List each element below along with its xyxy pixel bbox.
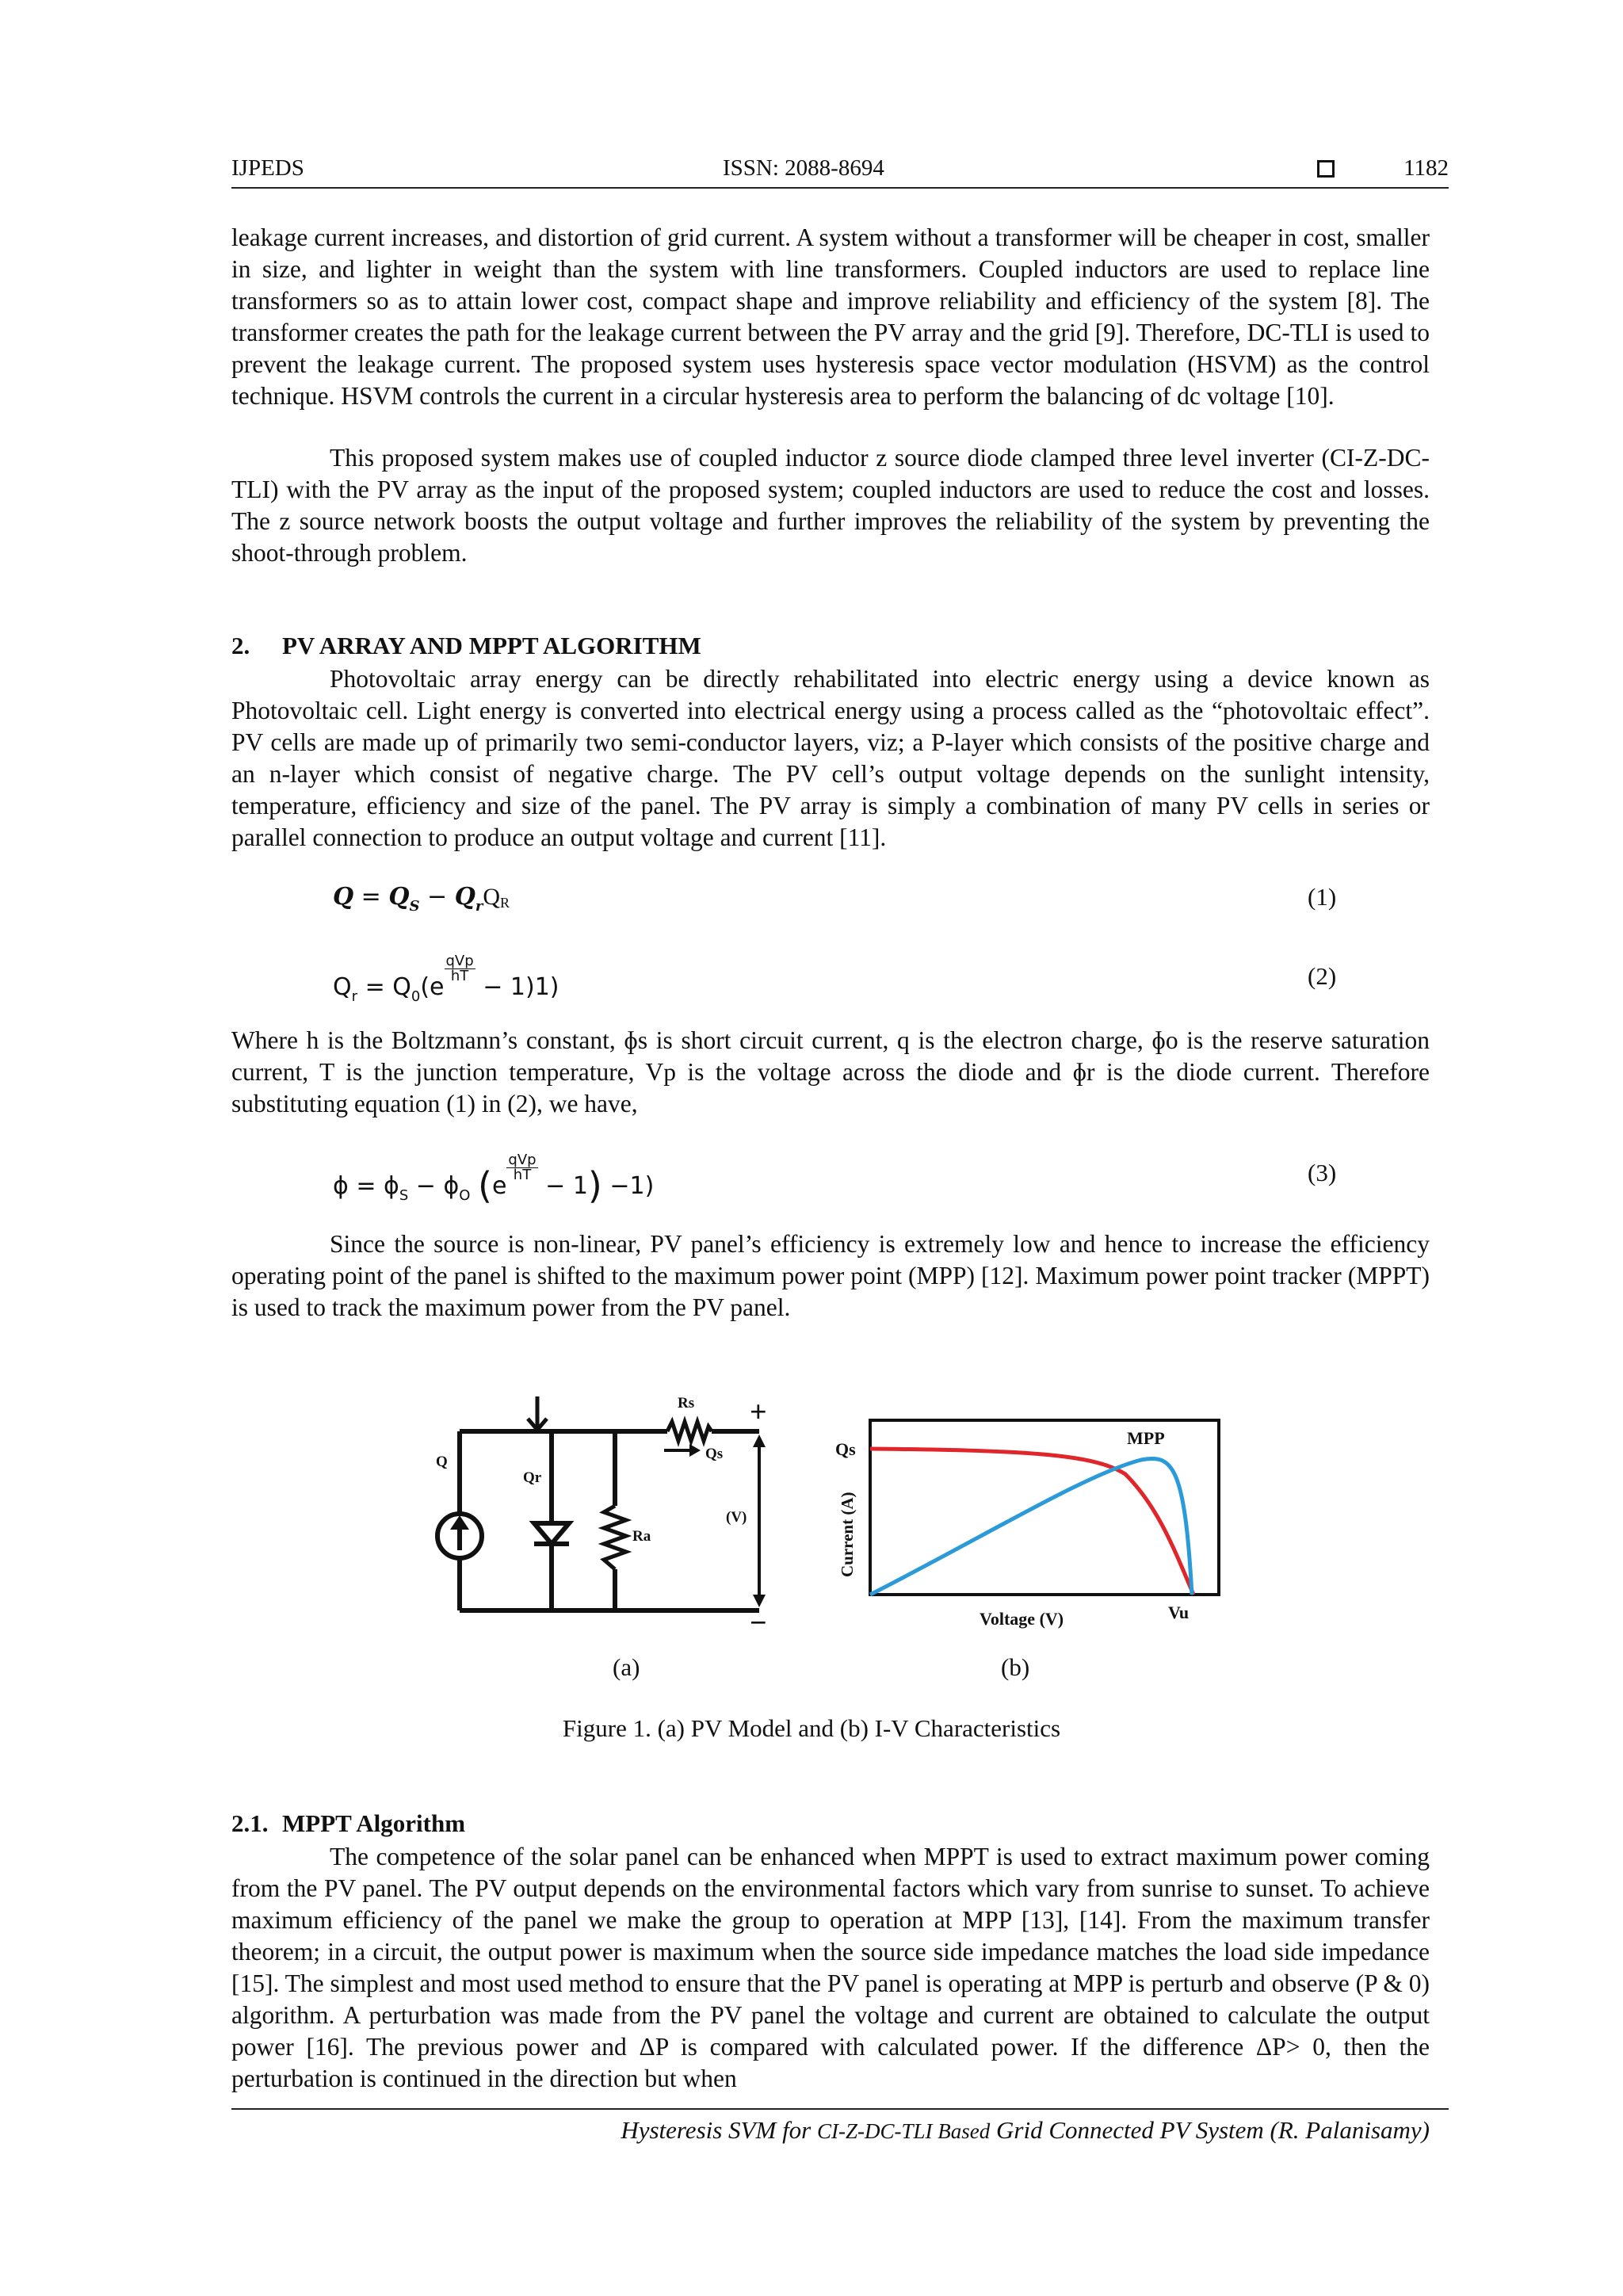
- subfigure-b-label: (b): [1001, 1653, 1030, 1681]
- section2-paragraph-2: Where h is the Boltzmann’s constant, ɸs is short circuit current, q is the electron charge, ɸo is the reserve saturation current, T is the junction temperature, Vp is the voltage across the diode and ɸr is the diode current. Therefore substituting equation (1) in (2), we have,: [231, 1026, 1430, 1117]
- minus-sign: −: [750, 1606, 767, 1640]
- running-header: [231, 155, 1449, 187]
- figure-caption: Figure 1. (a) PV Model and (b) I-V Characteristics: [562, 1714, 1061, 1742]
- label-mpp: MPP: [1127, 1428, 1165, 1448]
- intro-paragraph-2: This proposed system makes use of coupled inductor z source diode clamped three level inverter (CI-Z-DC-TLI) with the PV array as the input of the proposed system; coupled inductors are used to reduce the cost and losses. The z source network boosts the output voltage and further improves the reliability of the system by preventing the shoot-through problem.: [231, 444, 1430, 567]
- page-number: 1182: [1403, 155, 1449, 181]
- diode-icon: [534, 1523, 569, 1544]
- pv-curve: [870, 1458, 1192, 1595]
- section21-paragraph-1: The competence of the solar panel can be enhanced when MPPT is used to extract maximum power coming from the PV panel. The PV output depends on the environmental factors which vary from sunrise to sunset. To achieve maximum efficiency of the panel we make the group to operation at MPP [13], [14]. From the maximum transfer theorem; in a circuit, the output power is maximum when the source side impedance matches the load side impedance [15]. The simplest and most used method to ensure that the PV panel is operating at MPP is perturb and observe (P & 0) algorithm. A perturbation was made from the PV panel the voltage and current are obtained to calculate the output power [16]. The previous power and ΔP is compared with calculated power. If the difference ΔP> 0, then the perturbation is continued in the direction but when: [231, 1843, 1430, 2092]
- exponent-fraction: $\frac{\text{qVp}}{hT}$: [445, 953, 474, 984]
- current-source-arrow-icon: [450, 1515, 469, 1550]
- checkbox-square-icon: [1317, 160, 1335, 178]
- section2-paragraph-1: Photovoltaic array energy can be directly rehabilitated into electric energy using a device known as Photovoltaic cell. Light energy is converted into electrical energy using a process called as the “photovoltaic effect”. PV cells are made up of primarily two semi-conductor layers, viz; a P-layer which consists of the positive charge and an n-layer which consist of negative charge. The PV cell’s output voltage depends on the sunlight intensity, temperature, efficiency and size of the panel. The PV array is simply a combination of many PV cells in series or parallel connection to produce an output voltage and current [11].: [231, 665, 1430, 851]
- resistor-rs-icon: [667, 1422, 712, 1441]
- subfigure-a-label: (a): [613, 1653, 640, 1681]
- section-title: PV ARRAY AND MPPT ALGORITHM: [282, 632, 701, 659]
- voltage-arrow-icon: [753, 1435, 766, 1607]
- intro-paragraph-1: leakage current increases, and distortion of grid current. A system without a transformer will be cheaper in cost, smaller in size, and lighter in weight than the system with line transformers. Coupled inductors are used to replace line transformers so as to attain lower cost, compact shape and improve reliability and efficiency of the system [8]. The transformer creates the path for the leakage current between the PV array and the grid [9]. Therefore, DC-TLI is used to prevent the leakage current. The proposed system uses hysteresis space vector modulation (HSVM) as the control technique. HSVM controls the current in a circular hysteresis area to perform the balancing of dc voltage [10].: [231, 223, 1430, 410]
- label-rs: Rs: [678, 1395, 695, 1412]
- equation-3: ɸ = ɸ$_S$ − ɸ$_O$ (e $\frac{\text{qVp}}{hT}$ − 1) −1): [333, 1152, 655, 1207]
- resistor-ra-icon: [604, 1506, 626, 1569]
- equation-1-number: (1): [1308, 883, 1337, 911]
- equation-2: $Q_r = Q_0(e$ $\frac{\text{qVp}}{hT}$ − 1)1): [333, 953, 559, 1005]
- label-vu: Vu: [1168, 1603, 1190, 1622]
- exponent-fraction: $\frac{\text{qVp}}{hT}$: [508, 1152, 537, 1183]
- section-heading-2-1: [231, 1809, 465, 1838]
- y-axis-label: Current (A): [838, 1492, 857, 1577]
- issn: ISSN: 2088-8694: [723, 155, 884, 181]
- x-axis-label: Voltage (V): [980, 1609, 1064, 1629]
- label-qs: Qs: [835, 1439, 856, 1459]
- label-qr: Qr: [523, 1469, 542, 1486]
- label-v: (V): [726, 1509, 747, 1526]
- section-heading-2: [231, 632, 701, 660]
- equation-3-number: (3): [1308, 1159, 1337, 1186]
- equation-2-number: (2): [1308, 962, 1337, 990]
- down-arrow-icon: [528, 1396, 547, 1430]
- header-rule: [231, 187, 1449, 189]
- running-footer: Hysteresis SVM for CI-Z-DC-TLI Based Grid Connected PV System (R. Palanisamy): [621, 2116, 1430, 2144]
- section2-paragraph-3: Since the source is non-linear, PV panel’s efficiency is extremely low and hence to increase the efficiency operating point of the panel is shifted to the maximum power point (MPP) [12]. Maximum power point tracker (MPPT) is used to track the maximum power from the PV panel.: [231, 1230, 1430, 1321]
- iv-curve: [870, 1449, 1193, 1595]
- section-number: 2.1.: [231, 1809, 269, 1837]
- journal-name: IJPEDS: [231, 155, 304, 181]
- pv-model-circuit: [412, 1379, 808, 1641]
- equation-1: $Q = Q_S - Q_rQR$: [333, 883, 510, 915]
- plus-sign: +: [750, 1396, 767, 1429]
- right-arrow-icon: [664, 1444, 701, 1457]
- label-qs: Qs: [705, 1446, 724, 1462]
- iv-characteristics-plot: [824, 1419, 1236, 1656]
- footer-rule: [231, 2108, 1449, 2110]
- label-q: Q: [436, 1454, 448, 1470]
- section-title: MPPT Algorithm: [282, 1809, 466, 1837]
- section-number: 2.: [231, 632, 250, 659]
- label-ra: Ra: [632, 1528, 651, 1545]
